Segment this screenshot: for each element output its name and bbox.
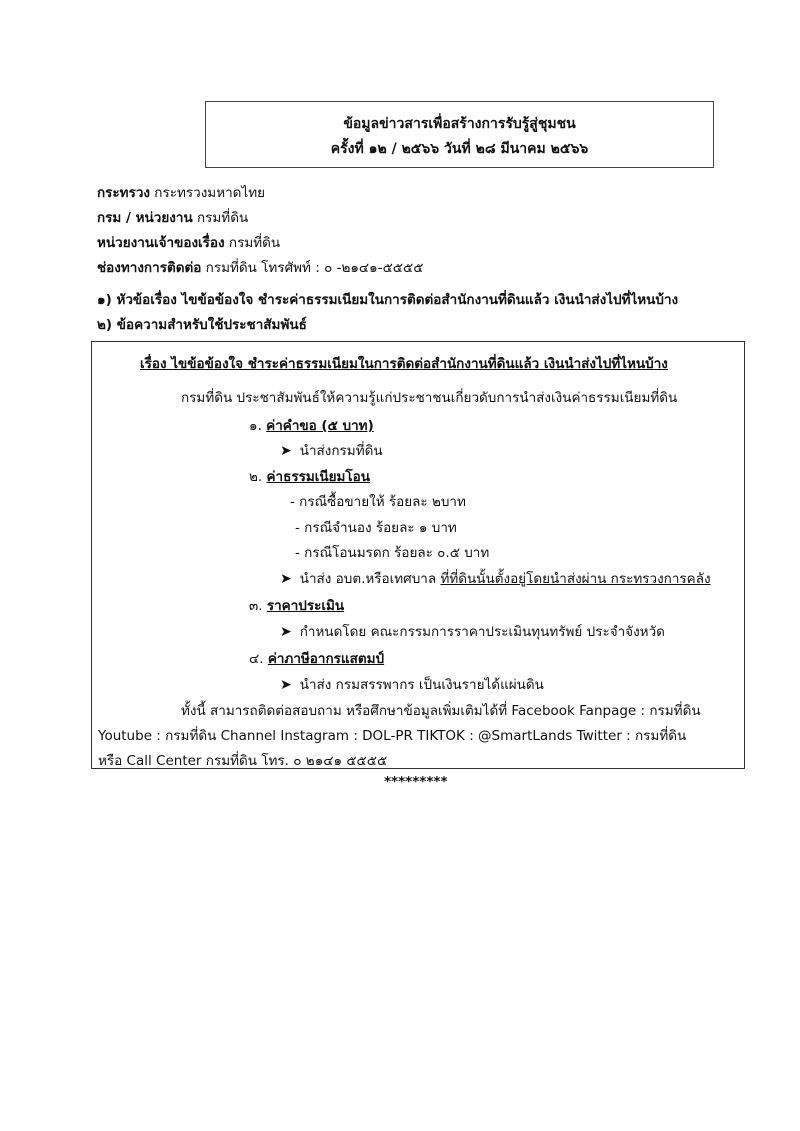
- header-issue-date: ครั้งที่ ๑๒ / ๒๕๖๖ วันที่ ๒๘ มีนาคม ๒๕๖๖: [330, 141, 589, 157]
- item-3-number: ๓.: [249, 598, 263, 614]
- item-4-heading: [249, 647, 384, 669]
- owner-line: [97, 231, 280, 253]
- item-4-bullet: [280, 673, 544, 695]
- item-2-bullet-text-b: ที่ที่ดินนั้นตั้งอยู่โดยนำส่งผ่าน กระทรวงการคลัง: [440, 571, 711, 587]
- arrow-bullet-icon: ➤: [280, 571, 292, 587]
- topic-heading: ๑) หัวข้อเรื่อง ไขข้อข้องใจ ชำระค่าธรรมเนียมในการติดต่อสำนักงานที่ดินแล้ว เงินนำส่งไปที่ไหนบ้าง: [97, 292, 679, 308]
- department-value: กรมที่ดิน: [196, 210, 249, 226]
- item-2-bullet-text-a: นำส่ง อบต.หรือเทศบาล: [299, 571, 441, 587]
- item-2-sub-2: - กรณีจำนอง ร้อยละ ๑ บาท: [295, 520, 457, 536]
- item-3-bullet: [280, 620, 665, 642]
- item-2-sub-1: - กรณีซื้อขายให้ ร้อยละ ๒บาท: [290, 494, 466, 510]
- closing-line-3: หรือ Call Center กรมที่ดิน โทร. ๐ ๒๑๔๑ ๕๕๕๕: [98, 753, 388, 769]
- item-3-title: ราคาประเมิน: [266, 598, 345, 614]
- contact-line: [97, 256, 423, 278]
- arrow-bullet-icon: ➤: [280, 677, 292, 693]
- ministry-value: กระทรวงมหาดไทย: [154, 185, 266, 201]
- header-box: [205, 101, 714, 168]
- header-title: ข้อมูลข่าวสารเพื่อสร้างการรับรู้สู่ชุมชน: [343, 116, 576, 132]
- item-4-number: ๔.: [249, 651, 264, 667]
- department-line: [97, 206, 248, 228]
- ministry-line: [97, 181, 265, 203]
- item-3-bullet-text: กำหนดโดย คณะกรรมการราคาประเมินทุนทรัพย์ ประจำจังหวัด: [299, 624, 665, 640]
- item-4-bullet-text: นำส่ง กรมสรรพากร เป็นเงินรายได้แผ่นดิน: [299, 677, 544, 693]
- owner-value: กรมที่ดิน: [228, 235, 281, 251]
- item-2-number: ๒.: [249, 469, 263, 485]
- item-2-bullet: [280, 567, 711, 589]
- item-3-heading: [249, 594, 344, 616]
- contact-value: กรมที่ดิน โทรศัพท์ : ๐ -๒๑๔๑-๕๕๕๕: [205, 260, 424, 276]
- item-1-number: ๑.: [249, 418, 262, 434]
- department-label: กรม / หน่วยงาน: [97, 210, 193, 226]
- closing-line-2: Youtube : กรมที่ดิน Channel Instagram : DOL-PR TIKTOK : @SmartLands Twitter : กรมที่ดิน: [98, 728, 687, 744]
- item-2-heading: [249, 465, 370, 487]
- arrow-bullet-icon: ➤: [280, 624, 292, 640]
- item-1-title: ค่าคำขอ (๕ บาท): [266, 418, 374, 434]
- owner-label: หน่วยงานเจ้าของเรื่อง: [97, 235, 225, 251]
- announcement-intro: กรมที่ดิน ประชาสัมพันธ์ให้ความรู้แก่ประชาชนเกี่ยวดับการนำส่งเงินค่าธรรมเนียมที่ดิน: [181, 390, 678, 406]
- item-1-heading: [249, 414, 374, 436]
- message-heading: ๒) ข้อความสำหรับใช้ประชาสัมพันธ์: [97, 317, 307, 333]
- closing-line-1: ทั้งนี้ สามารถติดต่อสอบถาม หรือศึกษาข้อมูลเพิ่มเติมได้ที่ Facebook Fanpage : กรมที่ดิน: [181, 703, 701, 719]
- item-2-title: ค่าธรรมเนียมโอน: [266, 469, 370, 485]
- item-1-bullet: [280, 439, 383, 461]
- announcement-title: เรื่อง ไขข้อข้องใจ ชำระค่าธรรมเนียมในการติดต่อสำนักงานที่ดินแล้ว เงินนำส่งไปที่ไหนบ้าง: [140, 356, 668, 372]
- announcement-box: [91, 341, 745, 769]
- item-4-title: ค่าภาษีอากรแสตมป์: [267, 651, 385, 667]
- end-marker: *********: [384, 774, 448, 790]
- item-2-sub-3: - กรณีโอนมรดก ร้อยละ ๐.๕ บาท: [295, 545, 490, 561]
- contact-label: ช่องทางการติดต่อ: [97, 260, 202, 276]
- item-1-bullet-text: นำส่งกรมที่ดิน: [299, 443, 383, 459]
- arrow-bullet-icon: ➤: [280, 443, 292, 459]
- ministry-label: กระทรวง: [97, 185, 150, 201]
